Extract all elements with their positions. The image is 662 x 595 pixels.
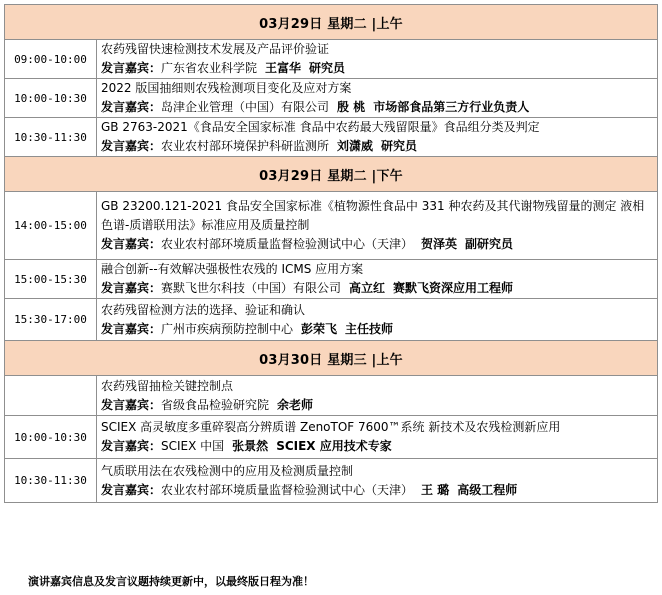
speaker-line: [101, 98, 653, 117]
speaker-organization: 省级食品检验研究院: [161, 397, 270, 412]
speaker-role: 市场部食品第三方行业负责人: [373, 100, 530, 114]
section-header-row: [5, 341, 658, 376]
speaker-label: 发言嘉宾：: [101, 100, 162, 114]
speaker-role: 高级工程师: [457, 482, 518, 497]
speaker-name: 余老师: [277, 397, 314, 412]
session-detail: [97, 299, 658, 341]
session-row: [5, 118, 658, 157]
session-detail: [97, 459, 658, 503]
session-detail: [97, 40, 658, 79]
speaker-label: 发言嘉宾：: [101, 439, 162, 453]
speaker-organization: 农业农村部环境质量监督检验测试中心（天津）: [161, 237, 414, 251]
agenda-table: [4, 4, 658, 503]
speaker-name: 刘潇威: [337, 139, 374, 153]
speaker-label: 发言嘉宾：: [101, 397, 162, 412]
speaker-line: [101, 396, 653, 415]
session-time: 10:00-10:30: [5, 416, 97, 459]
session-title: 融合创新--有效解决强极性农残的 ICMS 应用方案: [101, 262, 364, 276]
session-title: 2022 版国抽细则农残检测项目变化及应对方案: [101, 81, 352, 95]
section-header: 03月29日 星期二 |上午: [5, 5, 658, 40]
speaker-line: [101, 437, 653, 456]
section-header: 03月29日 星期二 |下午: [5, 157, 658, 192]
speaker-organization: 农业农村部环境保护科研监测所: [161, 139, 330, 153]
speaker-line: [101, 235, 653, 254]
session-detail: [97, 192, 658, 260]
session-row: [5, 376, 658, 416]
speaker-line: [101, 59, 653, 78]
session-time: 10:30-11:30: [5, 118, 97, 157]
session-detail: [97, 118, 658, 157]
session-time: 15:00-15:30: [5, 260, 97, 299]
session-title: 农药残留快速检测技术发展及产品评价验证: [101, 42, 330, 56]
speaker-label: 发言嘉宾：: [101, 281, 162, 295]
speaker-organization: 广州市疾病预防控制中心: [161, 321, 294, 336]
session-time: 10:30-11:30: [5, 459, 97, 503]
speaker-label: 发言嘉宾：: [101, 482, 162, 497]
speaker-organization: SCIEX 中国: [161, 439, 225, 453]
speaker-line: [101, 481, 653, 500]
section-header: 03月30日 星期三 |上午: [5, 341, 658, 376]
speaker-name: 高立红: [349, 281, 386, 295]
session-title: 农药残留检测方法的选择、验证和确认: [101, 302, 306, 317]
speaker-organization: 广东省农业科学院: [161, 61, 258, 75]
session-row: [5, 459, 658, 503]
session-detail: [97, 79, 658, 118]
speaker-label: 发言嘉宾：: [101, 321, 162, 336]
session-row: [5, 192, 658, 260]
session-time: [5, 376, 97, 416]
session-time: 15:30-17:00: [5, 299, 97, 341]
session-title: SCIEX 高灵敏度多重碎裂高分辨质谱 ZenoTOF 7600™系统 新技术及农残检测新应用: [101, 420, 561, 434]
session-time: 09:00-10:00: [5, 40, 97, 79]
footnote: 演讲嘉宾信息及发言议题持续更新中，以最终版日程为准！: [28, 575, 314, 588]
session-time: 10:00-10:30: [5, 79, 97, 118]
speaker-name: 贺泽英: [421, 237, 458, 251]
session-row: [5, 40, 658, 79]
speaker-name: 殷 桃: [337, 100, 366, 114]
section-header-row: [5, 157, 658, 192]
speaker-role: SCIEX 应用技术专家: [276, 439, 392, 453]
session-row: [5, 79, 658, 118]
session-detail: [97, 260, 658, 299]
speaker-organization: 赛默飞世尔科技（中国）有限公司: [161, 281, 342, 295]
speaker-name: 王富华: [265, 61, 302, 75]
session-title: GB 2763-2021《食品安全国家标准 食品中农药最大残留限量》食品组分类及判定: [101, 120, 540, 134]
speaker-name: 张景然: [232, 439, 269, 453]
session-detail: [97, 416, 658, 459]
speaker-role: 主任技师: [345, 321, 394, 336]
speaker-label: 发言嘉宾：: [101, 61, 162, 75]
speaker-organization: 岛津企业管理（中国）有限公司: [161, 100, 330, 114]
session-title: GB 23200.121-2021 食品安全国家标准《植物源性食品中 331 种农药及其代谢物残留量的测定 液相色谱-质谱联用法》标准应用及质量控制: [101, 199, 645, 232]
speaker-role: 研究员: [309, 61, 346, 75]
speaker-role: 副研究员: [465, 237, 514, 251]
speaker-name: 彭荣飞: [301, 321, 338, 336]
speaker-line: [101, 279, 653, 298]
session-title: 农药残留抽检关键控制点: [101, 378, 234, 393]
speaker-label: 发言嘉宾：: [101, 139, 162, 153]
speaker-line: [101, 320, 653, 339]
session-time: 14:00-15:00: [5, 192, 97, 260]
session-title: 气质联用法在农残检测中的应用及检测质量控制: [101, 463, 354, 478]
speaker-role: 赛默飞资深应用工程师: [393, 281, 514, 295]
speaker-organization: 农业农村部环境质量监督检验测试中心（天津）: [161, 482, 414, 497]
session-row: [5, 299, 658, 341]
speaker-label: 发言嘉宾：: [101, 237, 162, 251]
session-row: [5, 260, 658, 299]
section-header-row: [5, 5, 658, 40]
session-row: [5, 416, 658, 459]
speaker-line: [101, 137, 653, 156]
speaker-role: 研究员: [381, 139, 418, 153]
speaker-name: 王 璐: [421, 482, 450, 497]
session-detail: [97, 376, 658, 416]
